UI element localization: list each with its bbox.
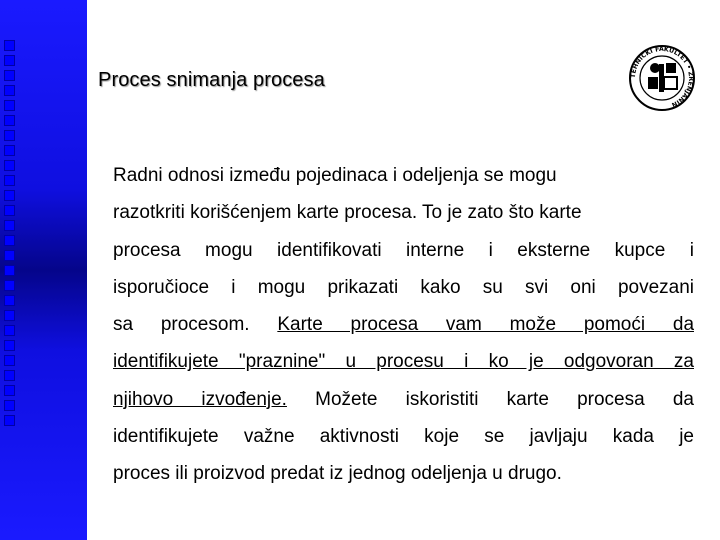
underlined-text: identifikujete "praznine" u procesu i ko je odgovoran za <box>113 351 694 373</box>
body-text-span: Možete iskoristiti karte procesa da <box>286 388 694 410</box>
body-line <box>113 269 694 306</box>
body-text-span: proces ili proizvod predat iz jednog odeljenja u drugo. <box>113 463 562 485</box>
underlined-text: njihovo izvođenje. <box>113 388 287 410</box>
body-text-span: razotkriti korišćenjem karte procesa. To je zato što karte <box>113 202 582 224</box>
body-line <box>113 232 694 269</box>
sidebar-square <box>4 295 15 306</box>
body-text-span: sa procesom. <box>113 314 278 336</box>
sidebar-square <box>4 235 15 246</box>
underlined-text: Karte procesa vam može pomoći da <box>277 314 694 336</box>
body-text-span: identifikujete važne aktivnosti koje se javljaju kada je <box>113 426 694 448</box>
sidebar-square <box>4 415 15 426</box>
body-line <box>113 343 694 380</box>
body-text-span: Radni odnosi između pojedinaca i odeljenja se mogu <box>113 165 557 186</box>
sidebar-square <box>4 70 15 81</box>
sidebar-square <box>4 385 15 396</box>
body-text-span: procesa mogu identifikovati interne i eksterne kupce i <box>113 239 694 261</box>
sidebar-square <box>4 220 15 231</box>
sidebar-square <box>4 325 15 336</box>
sidebar-square <box>4 265 15 276</box>
sidebar-square <box>4 190 15 201</box>
sidebar-square <box>4 280 15 291</box>
body-line <box>113 381 694 418</box>
sidebar-square <box>4 310 15 321</box>
sidebar-square <box>4 85 15 96</box>
body-line <box>113 455 694 492</box>
body-line <box>113 418 694 455</box>
sidebar-square <box>4 145 15 156</box>
sidebar-square <box>4 40 15 51</box>
seal-ring-text: TEHNIČKI FAKULTET • ZRENJANIN <box>629 45 695 109</box>
slide-title: Proces snimanja procesa <box>98 69 325 91</box>
blue-sidebar <box>0 0 87 540</box>
sidebar-square <box>4 370 15 381</box>
sidebar-square <box>4 205 15 216</box>
body-paragraph <box>113 157 694 493</box>
sidebar-square <box>4 340 15 351</box>
sidebar-square <box>4 100 15 111</box>
university-seal-icon <box>628 44 696 112</box>
body-line <box>113 306 694 343</box>
sidebar-square <box>4 400 15 411</box>
sidebar-square <box>4 160 15 171</box>
sidebar-square <box>4 175 15 186</box>
sidebar-square <box>4 55 15 66</box>
sidebar-square <box>4 115 15 126</box>
body-line <box>113 157 694 194</box>
body-text-span: isporučioce i mogu prikazati kako su svi oni povezani <box>113 276 694 298</box>
sidebar-square <box>4 250 15 261</box>
sidebar-square-column <box>4 40 18 500</box>
sidebar-square <box>4 130 15 141</box>
sidebar-square <box>4 355 15 366</box>
body-line <box>113 194 694 231</box>
